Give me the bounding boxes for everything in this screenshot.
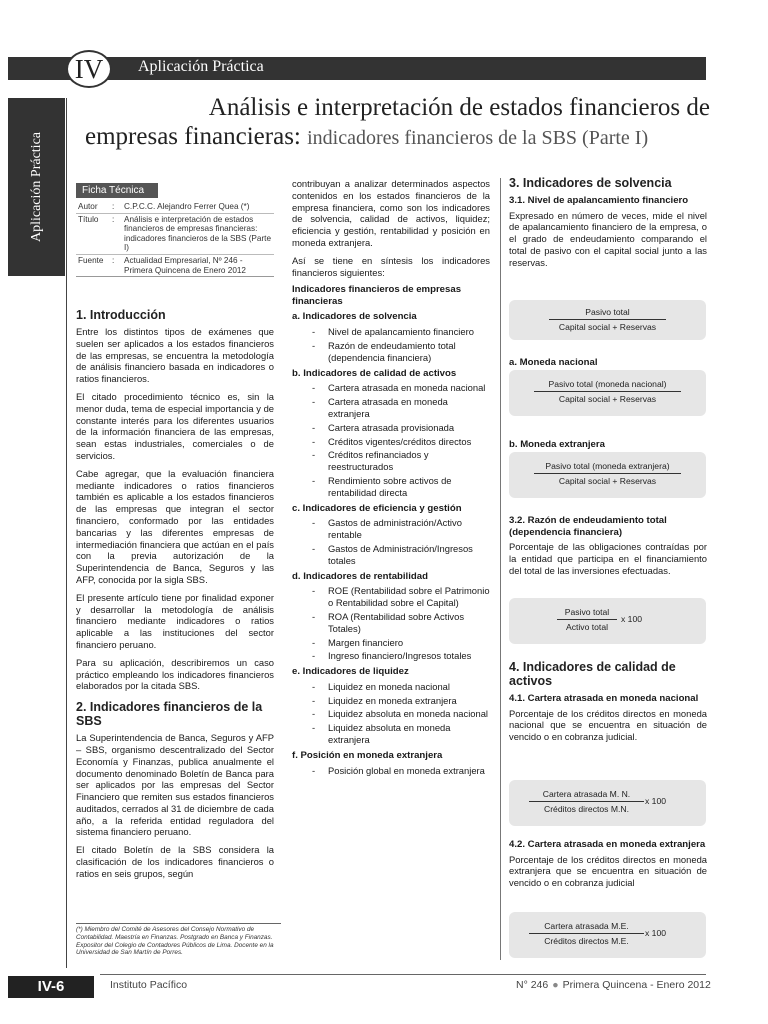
column-divider: [500, 178, 501, 960]
group-title: a. Indicadores de solvencia: [292, 311, 417, 323]
paragraph: Entre los distintos tipos de exámenes que suelen ser aplicados a los estados financieros de las empresas, se encuentra la metodología de análisis financiero basada en indicadores o ratios financieros.: [76, 326, 274, 385]
denominator: Créditos directos M.N.: [543, 804, 629, 814]
group-title: f. Posición en moneda extranjera: [292, 749, 443, 761]
numerator: Pasivo total (moneda extranjera): [534, 461, 681, 474]
chapter-number-badge: IV: [66, 50, 112, 88]
paragraph: El presente artículo tiene por finalidad exponer y desarrollar la metodología de análisis financiero mediante indicadores o ratios aplicable a las instituciones del sector financiero peruano.: [76, 591, 274, 650]
heading-indicadores-sbs: 2. Indicadores financieros de la SBS: [76, 700, 263, 729]
side-tab-label: Aplicación Práctica: [28, 131, 44, 243]
fraction: [529, 921, 644, 946]
paragraph: Porcentaje de los créditos directos en moneda nacional que se encuentra en situación de vencido o en cobranza judicial.: [509, 707, 707, 743]
heading-calidad-activos: 4. Indicadores de calidad de activos: [509, 660, 676, 688]
subheading: 3.1. Nivel de apalancamiento financiero: [509, 195, 689, 206]
ficha-value: Actualidad Empresarial, Nº 246 - Primera Quincena de Enero 2012: [122, 254, 274, 276]
ficha-row: Fuente : Actualidad Empresarial, Nº 246 - Primera Quincena de Enero 2012: [76, 254, 274, 276]
title-line-1: Análisis e interpretación de estados financieros de: [208, 94, 710, 121]
heading-solvencia: 3. Indicadores de solvencia: [509, 176, 672, 190]
section-label: Aplicación Práctica: [138, 58, 264, 75]
section-4-2: [509, 834, 707, 895]
fraction: [557, 607, 617, 632]
list-item: - Liquidez en moneda extranjera: [292, 695, 490, 707]
ficha-heading: Ficha Técnica: [76, 183, 158, 198]
ficha-table: [76, 201, 274, 276]
numerator: Pasivo total (moneda nacional): [534, 379, 681, 392]
ficha-tecnica: [76, 180, 274, 277]
formula-box: [509, 370, 706, 416]
bullet-icon: ●: [552, 979, 559, 991]
multiplier: x 100: [645, 928, 667, 938]
paragraph: La Superintendencia de Banca, Seguros y AFP – SBS, organismo descentralizado del Sector Economía y Finanzas, publica anualmente el documento denominado Boletín de Banca para ser aplicados por las empresas del Sector Financiero que remiten sus estados financieros auditados, cerrados al 31 de diciembre de cada año, a la referida entidad reguladora del sistema financiero peruano.: [76, 732, 274, 838]
publisher-name: Instituto Pacífico: [110, 979, 188, 991]
list-item: - Liquidez absoluta en moneda extranjera: [292, 722, 490, 746]
fraction: [529, 789, 644, 814]
subheading: a. Moneda nacional: [509, 357, 598, 368]
heading-introduccion: 1. Introducción: [76, 308, 166, 322]
list-item: - Razón de endeudamiento total (dependencia financiera): [292, 340, 490, 364]
formula-box: [509, 780, 706, 826]
subheading: 4.1. Cartera atrasada en moneda nacional: [509, 693, 699, 704]
list-item: - Créditos vigentes/créditos directos: [292, 436, 490, 448]
list-heading: Indicadores financieros de empresas financieras: [292, 284, 462, 307]
formula-box: [509, 912, 706, 958]
indicator-list: [292, 382, 490, 498]
paragraph: contribuyan a analizar determinados aspectos contenidos en los estados financieros de la empresa financiera, como son los indicadores de solvencia, calidad de activos, liquidez; eficiencia y gestión, rentabilidad y posición en moneda extranjera.: [292, 178, 490, 248]
paragraph: El citado procedimiento técnico es, sin la menor duda, tema de especial importancia y de constante interés para los diferentes usuarios de la información financiera de las empresas, sean estas industriales, comerciales o de servicios.: [76, 390, 274, 461]
fraction: [549, 307, 666, 332]
list-item: - Cartera atrasada en moneda nacional: [292, 382, 490, 394]
list-item: - Gastos de Administración/Ingresos totales: [292, 543, 490, 567]
footer-rule: [100, 974, 706, 975]
column-3: [509, 176, 707, 274]
subheading: b. Moneda extranjera: [509, 439, 605, 450]
list-item: - ROA (Rentabilidad sobre Activos Totales): [292, 611, 490, 635]
section-4: [509, 660, 707, 749]
subheading: 4.2. Cartera atrasada en moneda extranjera: [509, 839, 706, 850]
column-1: [76, 300, 274, 886]
paragraph: El citado Boletín de la SBS considera la clasificación de los indicadores financieros o ratios en seis grupos, según: [76, 844, 274, 879]
paragraph: Porcentaje de las obligaciones contraídas por la entidad que participa en el financiamiento del total de las inversiones efectuadas.: [509, 541, 707, 576]
list-item: - Liquidez en moneda nacional: [292, 681, 490, 693]
indicator-list: [292, 517, 490, 566]
indicator-list: [292, 585, 490, 662]
column-2: [292, 178, 490, 780]
ficha-key: Título: [76, 213, 110, 254]
issue-info: [516, 979, 711, 991]
fraction: [534, 379, 681, 404]
ficha-key: Autor: [78, 202, 98, 211]
numerator: Cartera atrasada M.E.: [529, 921, 644, 934]
numerator: Pasivo total: [549, 307, 666, 320]
section-header-bar: [8, 57, 706, 80]
paragraph: Así se tiene en síntesis los indicadores financieros siguientes:: [292, 254, 490, 278]
list-item: - Créditos refinanciados y reestructurados: [292, 449, 490, 473]
list-item: - Margen financiero: [292, 637, 490, 649]
title-line-2-sub: indicadores financieros de la SBS (Parte I): [307, 127, 649, 149]
footnote: (*) Miembro del Comité de Asesores del Consejo Normativo de Contabilidad. Maestría en Finanzas. Postgrado en Banca y Finanzas. Expositor del Colegio de Contadores Públicos de Lima. Docente en la Universidad de San Martín de Porres.: [76, 923, 281, 957]
paragraph: Expresado en número de veces, mide el nivel de apalancamiento financiero de la empresa, o el grado de endeudamiento comparando el total de pasivo con el capital social junto a las reservas.: [509, 209, 707, 268]
fraction: [534, 461, 681, 486]
list-item: - Rendimiento sobre activos de rentabilidad directa: [292, 475, 490, 499]
list-item: - Ingreso financiero/Ingresos totales: [292, 650, 490, 662]
page-number: IV-6: [8, 976, 94, 998]
ficha-value: C.P.C.C. Alejandro Ferrer Quea (*): [124, 202, 250, 211]
denominator: Capital social + Reservas: [558, 476, 657, 486]
ficha-key: Fuente: [76, 254, 110, 276]
indicator-list: [292, 681, 490, 746]
indicator-list: [292, 765, 490, 777]
denominator: Capital social + Reservas: [558, 322, 657, 332]
list-item: - Liquidez absoluta en moneda nacional: [292, 708, 490, 720]
paragraph: Para su aplicación, describiremos un caso práctico empleando los indicadores financieros elaborados por la citada SBS.: [76, 656, 274, 692]
article-title: [85, 93, 710, 153]
denominator: Créditos directos M.E.: [544, 936, 629, 946]
denominator: Capital social + Reservas: [558, 394, 657, 404]
list-item: - Nivel de apalancamiento financiero: [292, 326, 490, 338]
list-item: - ROE (Rentabilidad sobre el Patrimonio o Rentabilidad sobre el Capital): [292, 585, 490, 609]
formula-box: [509, 598, 706, 644]
list-item: - Cartera atrasada provisionada: [292, 422, 490, 434]
formula-box: [509, 300, 706, 340]
ficha-row: Autor : C.P.C.C. Alejandro Ferrer Quea (*): [76, 201, 274, 213]
list-item: - Cartera atrasada en moneda extranjera: [292, 396, 490, 420]
group-title: e. Indicadores de liquidez: [292, 666, 409, 678]
multiplier: x 100: [621, 614, 643, 624]
numerator: Cartera atrasada M. N.: [529, 789, 644, 802]
ficha-row: Título : Análisis e interpretación de estados financieros de empresas financieras: indicadores financieros de la SBS (Parte I): [76, 213, 274, 254]
numerator: Pasivo total: [557, 607, 617, 620]
group-title: c. Indicadores de eficiencia y gestión: [292, 502, 462, 514]
denominator: Activo total: [565, 622, 609, 632]
indicator-list: [292, 326, 490, 363]
paragraph: Porcentaje de los créditos directos en moneda extranjera que se encuentra en situación de vencido o en cobranza judicial: [509, 853, 707, 889]
side-tab: [8, 98, 65, 276]
group-title: b. Indicadores de calidad de activos: [292, 367, 457, 379]
subheading: 3.2. Razón de endeudamiento total (dependencia financiera): [509, 515, 667, 538]
issue-number: N° 246: [516, 979, 549, 991]
issue-date: Primera Quincena - Enero 2012: [562, 979, 711, 991]
group-title: d. Indicadores de rentabilidad: [292, 570, 428, 582]
section-3-2: [509, 510, 707, 582]
ficha-value: Análisis e interpretación de estados financieros de empresas financieras: indicadores financieros de la SBS (Parte I): [122, 213, 274, 254]
paragraph: Cabe agregar, que la evaluación financiera mediante indicadores o ratios financieros también es aplicable a los estados financieros de las empresas que integran el sector financiero, conformado por las entidades bancarias y las diferentes empresas de intermediación financiera que actúan en el país con la previa autorización de la Superintendencia de Banca, Seguros y las AFP, conocida por la sigla SBS.: [76, 467, 274, 585]
list-item: - Gastos de administración/Activo rentable: [292, 517, 490, 541]
multiplier: x 100: [645, 796, 667, 806]
formula-box: [509, 452, 706, 498]
left-rule: [66, 98, 67, 968]
title-line-2-main: empresas financieras:: [85, 123, 308, 150]
list-item: - Posición global en moneda extranjera: [292, 765, 490, 777]
